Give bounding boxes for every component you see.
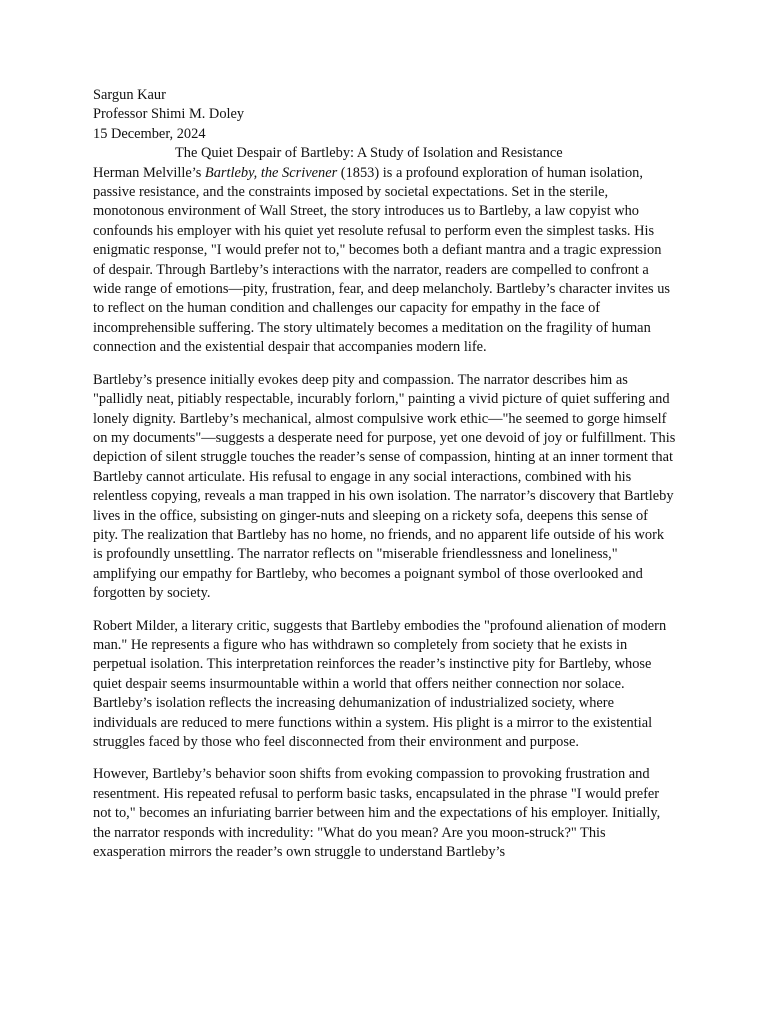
body-paragraph-2: Robert Milder, a literary critic, suggests that Bartleby embodies the "profound alienation of modern man." He represents a figure who has withdrawn so completely from society that he exists in perpetual isolation. This interpretation reinforces the reader’s instinctive pity for Bartleby, whose quiet despair seems insurmountable within a world that offers neither connection nor solace. Bartleby’s isolation reflects the increasing dehumanization of industrialized society, where individuals are reduced to mere functions within a system. His plight is a mirror to the existential struggles faced by those who feel disconnected from their environment and purpose.	[93, 617, 667, 750]
work-title: Bartleby, the Scrivener	[204, 164, 338, 181]
essay-title: The Quiet Despair of Bartleby: A Study of Isolation and Resistance	[175, 145, 563, 162]
intro-lead: Herman Melville’s	[93, 164, 205, 181]
body-paragraph-3: However, Bartleby’s behavior soon shifts from evoking compassion to provoking frustration and resentment. His repeated refusal to perform basic tasks, encapsulated in the phrase "I would prefer not to," becomes an infuriating barrier between him and the expectations of his employer. Initially, the narrator responds with incredulity: "What do you mean? Are you moon-struck?" This exasperation mirrors the reader’s own struggle to understand Bartleby’s	[93, 766, 661, 861]
author-name: Sargun Kaur	[93, 87, 166, 103]
professor-name: Professor Shimi M. Doley	[93, 106, 245, 123]
essay-date: 15 December, 2024	[93, 125, 206, 142]
intro-body: (1853) is a profound exploration of human isolation, passive resistance, and the constraints imposed by societal expectations. Set in the sterile, monotonous environment of Wall Street, the story introduces us to Bartleby, a law copyist who confounds his employer with his quiet yet resolute refusal to perform even the simplest tasks. His enigmatic response, "I would prefer not to," becomes both a defiant mantra and a tragic expression of despair. Through Bartleby’s interactions with the narrator, readers are compelled to confront a wide range of emotions—pity, frustration, fear, and deep melancholy. Bartleby’s character invites us to reflect on the human condition and challenges our capacity for empathy in the face of incomprehensible suffering. The story ultimately becomes a meditation on the fragility of human connection and the existential despair that accompanies modern life.	[93, 164, 670, 356]
body-paragraph-1: Bartleby’s presence initially evokes deep pity and compassion. The narrator describes him as "pallidly neat, pitiably respectable, incurably forlorn," painting a vivid picture of quiet suffering and lonely dignity. Bartleby’s mechanical, almost compulsive work ethic—"he seemed to gorge himself on my documents"—suggests a desperate need for purpose, yet one devoid of joy or fulfillment. This depiction of silent struggle touches the reader’s sense of compassion, hinting at an inner torment that Bartleby cannot articulate. His refusal to engage in any social interactions, combined with his relentless copying, reveals a man trapped in his own isolation. The narrator’s discovery that Bartleby lives in the office, subsisting on ginger-nuts and sleeping on a rickety sofa, deepens this sense of pity. The realization that Bartleby has no home, no friends, and no apparent life outside of his work is profoundly unsettling. The narrator reflects on "miserable friendlessness and loneliness," amplifying our empathy for Bartleby, who becomes a poignant symbol of those overlooked and forgotten by society.	[93, 371, 676, 602]
intro-paragraph	[93, 164, 676, 358]
